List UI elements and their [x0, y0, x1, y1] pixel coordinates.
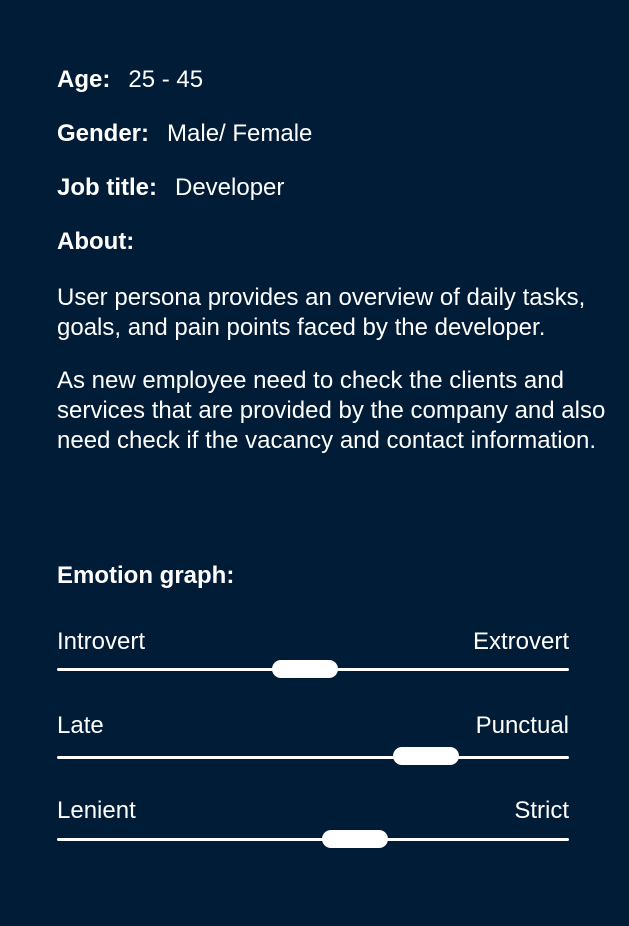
age-field: [57, 66, 203, 94]
slider-thumb[interactable]: [393, 747, 459, 765]
slider-lenient-strict: [57, 797, 569, 837]
job-title-field: [57, 174, 284, 202]
job-title-label: Job title:: [57, 174, 157, 201]
slider-left-label: Introvert: [57, 628, 146, 655]
about-heading: About:: [57, 228, 135, 255]
slider-right-label: Punctual: [475, 712, 569, 739]
slider-track[interactable]: [57, 756, 569, 759]
about-paragraph-2: As new employee need to check the clients and services that are provided by the company and also need check if the vacancy and contact information.: [57, 367, 606, 454]
job-title-value: Developer: [175, 174, 285, 201]
slider-left-label: Late: [57, 712, 104, 739]
age-label: Age:: [57, 66, 111, 93]
slider-left-label: Lenient: [57, 797, 136, 824]
slider-thumb[interactable]: [322, 830, 388, 848]
slider-right-label: Strict: [514, 797, 569, 824]
gender-label: Gender:: [57, 120, 150, 147]
gender-field: [57, 120, 312, 148]
gender-value: Male/ Female: [167, 120, 313, 147]
slider-thumb[interactable]: [272, 660, 338, 678]
slider-right-label: Extrovert: [472, 628, 569, 655]
emotion-graph-heading: Emotion graph:: [57, 562, 235, 589]
slider-track[interactable]: [57, 838, 569, 841]
age-value: 25 - 45: [128, 66, 204, 93]
about-paragraph-1: User persona provides an overview of daily tasks, goals, and pain points faced by the developer.: [57, 284, 586, 341]
slider-late-punctual: [57, 712, 569, 752]
